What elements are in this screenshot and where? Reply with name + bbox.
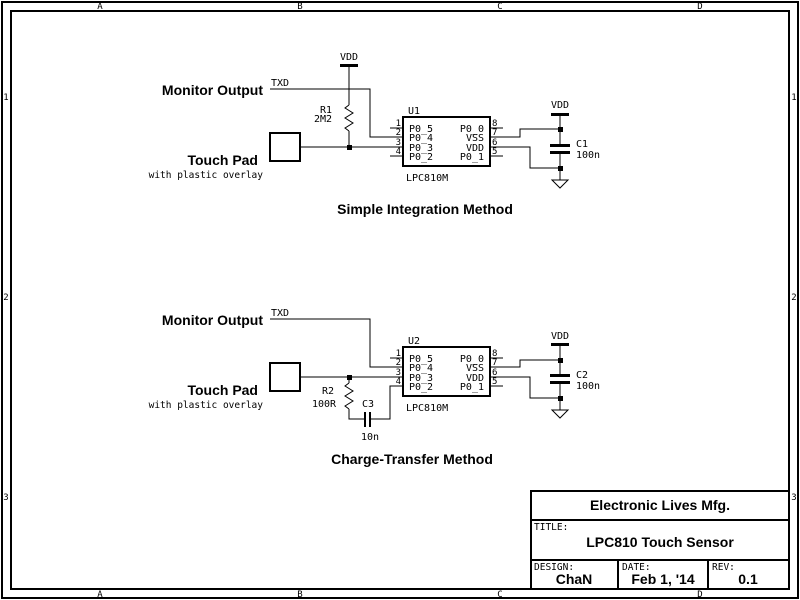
grid-row-1-right: 1 (791, 93, 797, 103)
resistor-r1-body (345, 105, 353, 131)
grid-col-c-top: C (497, 2, 503, 12)
capacitor-c3-right-plate (369, 412, 371, 427)
designer-name: ChaN (555, 571, 593, 587)
touch-pad-symbol (270, 133, 300, 161)
u2-pin6-number: 6 (492, 368, 498, 378)
u2-pin6-name: VDD (465, 373, 484, 384)
net-label-txd: TXD (271, 308, 290, 319)
grid-col-a-top: A (97, 2, 103, 12)
grid-col-c-bottom: C (497, 590, 503, 600)
capacitor-c2-top-plate (550, 374, 570, 377)
u2-pin7-number: 7 (492, 358, 498, 368)
c3-ref-label: C3 (362, 399, 375, 410)
u1-pin3-name: P0_3 (409, 143, 434, 154)
touch-pad-label: Touch Pad (187, 152, 258, 168)
grid-row-3-left: 3 (3, 493, 9, 503)
c2-ref-label: C2 (576, 370, 589, 381)
u1-pin6-number: 6 (492, 138, 498, 148)
r1-value-label: 2M2 (314, 114, 333, 125)
circuit2-caption: Charge-Transfer Method (331, 451, 493, 467)
u1-pin4-name: P0_2 (409, 152, 434, 163)
circuit-simple-integration (149, 52, 600, 217)
u2-pin3-name: P0_3 (409, 373, 434, 384)
grid-row-3-right: 3 (791, 493, 797, 503)
date-value: Feb 1, '14 (631, 571, 695, 587)
u2-pin8-number: 8 (492, 349, 498, 359)
ground-symbol (552, 180, 568, 188)
grid-col-b-top: B (297, 2, 303, 12)
u2-pin1-name: P0_5 (409, 354, 434, 365)
capacitor-c1-top-plate (550, 144, 570, 147)
wire-vdd-pin (503, 377, 560, 398)
net-label-txd: TXD (271, 78, 290, 89)
company-name: Electronic Lives Mfg. (589, 497, 731, 513)
u1-pin7-number: 7 (492, 128, 498, 138)
u1-pin7-name: VSS (465, 133, 484, 144)
u1-pin6-name: VDD (465, 143, 484, 154)
u2-pin4-name: P0_2 (409, 382, 434, 393)
circuit-charge-transfer (149, 308, 600, 467)
wire-c3-to-p02 (371, 386, 403, 419)
touch-pad-note: with plastic overlay (148, 170, 263, 181)
u2-pin1-number: 1 (395, 349, 401, 359)
u2-pin2-number: 2 (395, 358, 401, 368)
u2-pin5-number: 5 (492, 377, 498, 387)
u2-pin3-number: 3 (395, 368, 401, 378)
u1-pin8-number: 8 (492, 119, 498, 129)
u2-pin4-number: 4 (395, 377, 401, 387)
wire-vdd-pin (503, 147, 560, 168)
wire-vss-pin (503, 129, 560, 137)
grid-col-d-bottom: D (697, 590, 703, 600)
u1-pin2-name: P0_4 (409, 133, 434, 144)
grid-row-2-right: 2 (791, 293, 797, 303)
u1-pin1-name: P0_5 (409, 124, 434, 135)
u2-pin5-name: P0_1 (459, 382, 484, 393)
u1-pin5-number: 5 (492, 147, 498, 157)
ground-symbol (552, 410, 568, 418)
u1-pin3-number: 3 (395, 138, 401, 148)
c3-value-label: 10n (361, 432, 380, 443)
grid-row-2-left: 2 (3, 293, 9, 303)
u2-ref-label: U2 (408, 336, 421, 347)
rev-field-label: REV: (712, 562, 735, 573)
vdd-net-label: VDD (550, 100, 570, 111)
c2-value-label: 100n (576, 381, 601, 392)
junction-dot (558, 127, 563, 132)
vdd-net-label: VDD (339, 52, 359, 63)
c1-ref-label: C1 (576, 139, 589, 150)
sheet-title: LPC810 Touch Sensor (586, 534, 734, 550)
vdd-symbol-bar (551, 113, 569, 116)
u1-part-label: LPC810M (406, 173, 449, 184)
wire-vss-pin (503, 360, 560, 367)
capacitor-c3-left-plate (364, 412, 366, 427)
junction-dot (558, 166, 563, 171)
u1-pin8-name: P0_0 (459, 124, 484, 135)
rev-value: 0.1 (738, 571, 758, 587)
c1-value-label: 100n (576, 150, 601, 161)
circuit1-caption: Simple Integration Method (337, 201, 513, 217)
grid-col-d-top: D (697, 2, 703, 12)
u1-pin4-number: 4 (395, 147, 401, 157)
u1-pin5-name: P0_1 (459, 152, 484, 163)
u1-pin2-number: 2 (395, 128, 401, 138)
vdd-symbol-bar (340, 64, 358, 67)
touch-pad-label: Touch Pad (187, 382, 258, 398)
date-field-label: DATE: (622, 562, 651, 573)
grid-row-1-left: 1 (3, 93, 9, 103)
touch-pad-note: with plastic overlay (148, 400, 263, 411)
grid-col-a-bottom: A (97, 590, 103, 600)
title-field-label: TITLE: (534, 522, 569, 533)
u2-pin7-name: VSS (465, 363, 484, 374)
capacitor-c2-bottom-plate (550, 381, 570, 384)
r1-ref-label: R1 (320, 105, 333, 116)
vdd-symbol-bar (551, 343, 569, 346)
touch-pad-symbol (270, 363, 300, 391)
junction-dot (558, 358, 563, 363)
junction-dot (558, 396, 563, 401)
junction-dot (347, 145, 352, 150)
monitor-output-label: Monitor Output (161, 82, 263, 98)
u2-pin8-name: P0_0 (459, 354, 484, 365)
grid-col-b-bottom: B (297, 590, 303, 600)
wire-r2-to-c3 (349, 409, 364, 419)
monitor-output-label: Monitor Output (161, 312, 263, 328)
u2-pin2-name: P0_4 (409, 363, 434, 374)
r2-value-label: 100R (312, 399, 337, 410)
u1-pin1-number: 1 (395, 119, 401, 129)
r2-ref-label: R2 (322, 386, 335, 397)
junction-dot (347, 375, 352, 380)
resistor-r2-body (345, 383, 353, 409)
design-field-label: DESIGN: (534, 562, 575, 573)
title-block (531, 491, 789, 589)
vdd-net-label: VDD (550, 331, 570, 342)
wire-txd-to-p04 (270, 89, 403, 137)
wire-txd-to-p04 (270, 319, 403, 367)
u2-part-label: LPC810M (406, 403, 449, 414)
capacitor-c1-bottom-plate (550, 151, 570, 154)
u1-ref-label: U1 (408, 106, 421, 117)
